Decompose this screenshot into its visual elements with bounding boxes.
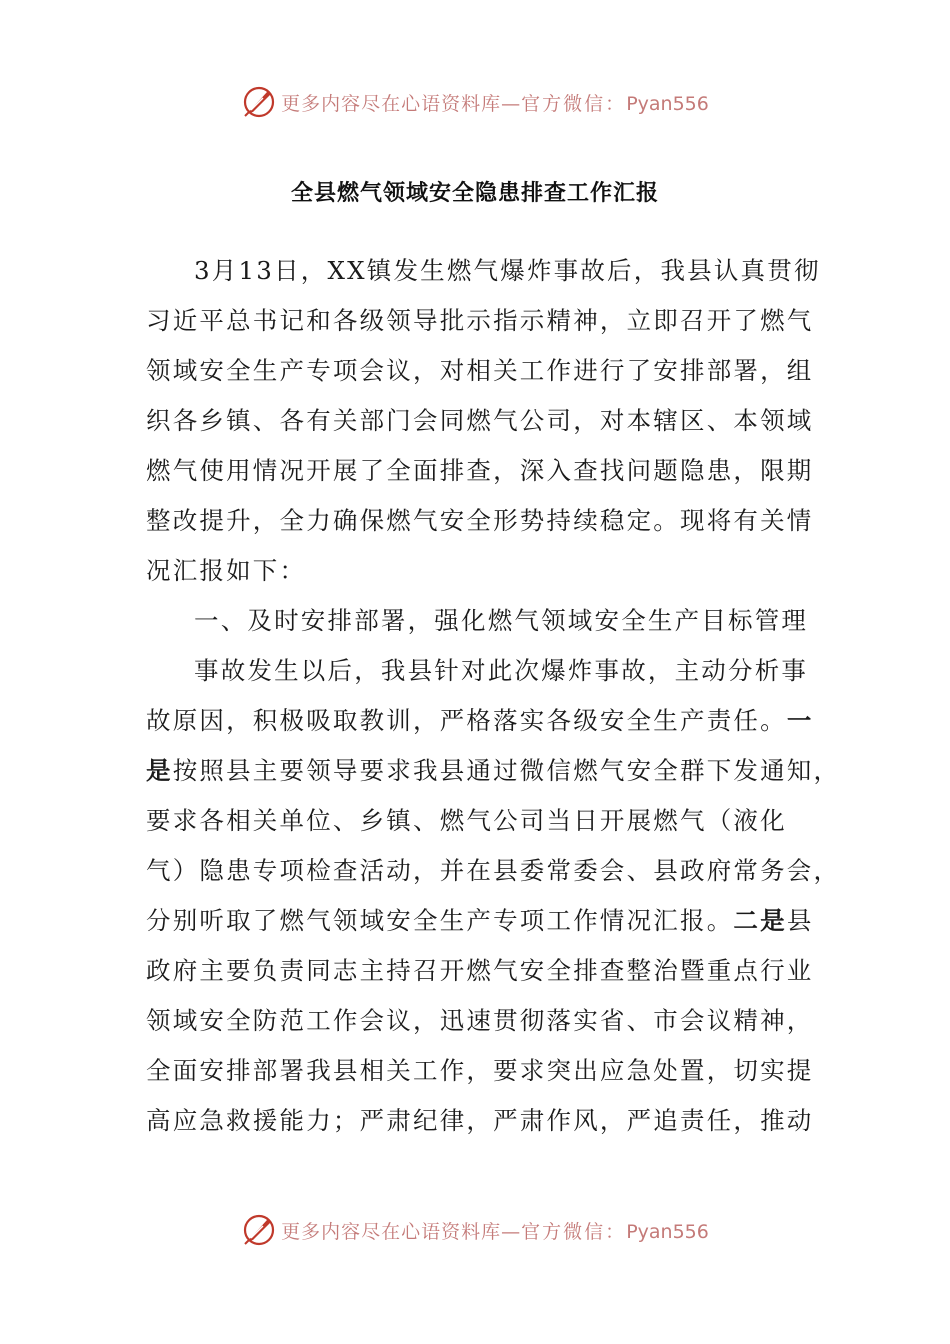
body-line: 分别听取了燃气领域安全生产专项工作情况汇报。二是县 <box>146 906 814 935</box>
body-line: 整改提升，全力确保燃气安全形势持续稳定。现将有关情 <box>146 506 814 535</box>
document-title: 全县燃气领域安全隐患排查工作汇报 <box>290 181 659 206</box>
body-line: 3月13日，XX镇发生燃气爆炸事故后，我县认真贯彻 <box>194 256 821 285</box>
body-line: 领域安全生产专项会议，对相关工作进行了安排部署，组 <box>146 356 814 385</box>
banner-slogan: 更多内容尽在心语资料库 <box>281 92 502 115</box>
banner-separator: — <box>501 1220 522 1243</box>
banner-text <box>281 1217 709 1244</box>
bold-marker: 二是 <box>733 906 787 935</box>
body-line: 全面安排部署我县相关工作，要求突出应急处置，切实提 <box>146 1056 814 1085</box>
body-line: 织各乡镇、各有关部门会同燃气公司，对本辖区、本领域 <box>146 406 814 435</box>
quill-pen-logo-icon <box>241 84 277 120</box>
banner-wechat-id: Pyan556 <box>626 1220 709 1243</box>
banner-wechat-label: 官方微信： <box>521 1220 627 1243</box>
body-line: 气）隐患专项检查活动，并在县委常委会、县政府常务会， <box>146 856 841 885</box>
banner-wechat-label: 官方微信： <box>521 92 627 115</box>
body-line: 事故发生以后，我县针对此次爆炸事故，主动分析事 <box>194 656 809 685</box>
footer-banner <box>0 1208 950 1252</box>
bold-marker: 是 <box>146 756 173 785</box>
body-line: 是按照县主要领导要求我县通过微信燃气安全群下发通知， <box>146 756 841 785</box>
banner-slogan: 更多内容尽在心语资料库 <box>281 1220 502 1243</box>
body-line: 故原因，积极吸取教训，严格落实各级安全生产责任。一 <box>146 706 814 735</box>
header-banner <box>0 80 950 124</box>
banner-wechat-id: Pyan556 <box>626 92 709 115</box>
banner-text <box>281 89 709 116</box>
body-line: 要求各相关单位、乡镇、燃气公司当日开展燃气（液化 <box>146 806 787 835</box>
quill-pen-logo-icon <box>241 1212 277 1248</box>
body-line: 领域安全防范工作会议，迅速贯彻落实省、市会议精神， <box>146 1006 814 1035</box>
body-line: 习近平总书记和各级领导批示指示精神，立即召开了燃气 <box>146 306 814 335</box>
body-line: 燃气使用情况开展了全面排查，深入查找问题隐患，限期 <box>146 456 814 485</box>
document-body <box>146 246 841 1146</box>
banner-separator: — <box>501 92 522 115</box>
body-line: 政府主要负责同志主持召开燃气安全排查整治暨重点行业 <box>146 956 814 985</box>
body-line: 况汇报如下： <box>146 556 307 585</box>
bold-marker: 一 <box>786 706 814 735</box>
section-heading: 一、及时安排部署，强化燃气领域安全生产目标管理 <box>194 606 809 635</box>
body-line: 高应急救援能力；严肃纪律，严肃作风，严追责任，推动 <box>146 1106 814 1135</box>
